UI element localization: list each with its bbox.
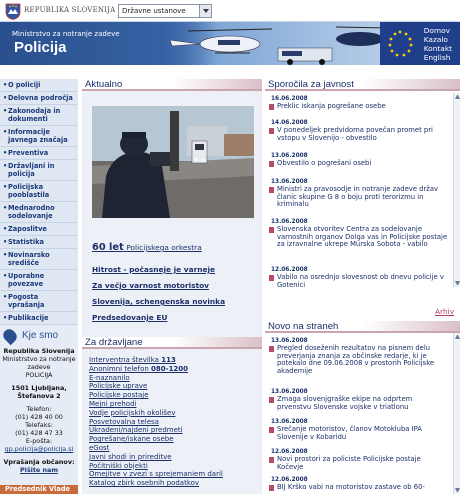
document-icon — [269, 104, 274, 110]
new-page-date: 13.06.2008 — [271, 389, 308, 395]
index-link[interactable]: Kazalo — [423, 35, 448, 44]
feature-link-motorcyclists[interactable]: Za večjo varnost motoristov — [92, 281, 210, 290]
phone-label: Telefon: — [26, 405, 52, 413]
news-column — [265, 79, 460, 494]
new-page-text: Pregled doseženih rezultatov na pisnem delu preverjanja znanja za občinske redarje, ki je potekalo dne 09.06.2008 v prostorih Policijske akademije — [277, 344, 435, 375]
contact-link[interactable]: Kontakt — [423, 44, 452, 53]
press-date: 13.06.2008 — [271, 179, 308, 185]
sidebar-item-zakonodaja[interactable]: • Zakonodaja in dokumenti — [0, 105, 78, 126]
feature-link-orchestra[interactable] — [92, 242, 202, 253]
sidebar-item-preventiva[interactable]: • Preventiva — [0, 147, 78, 160]
press-link[interactable] — [268, 186, 448, 209]
document-icon — [269, 457, 274, 463]
za-drzavljane-list — [89, 356, 261, 488]
citizen-link[interactable]: Pogrešane/iskane osebe — [89, 435, 174, 444]
new-page-item[interactable] — [268, 477, 448, 492]
press-item[interactable] — [268, 153, 448, 168]
sidebar-item-novinarsko[interactable]: • Novinarsko središče — [0, 249, 78, 270]
fax-label: Telefaks: — [25, 421, 53, 429]
press-date: 12.06.2008 — [271, 267, 308, 273]
document-icon — [269, 161, 274, 167]
address-block — [0, 347, 78, 474]
new-page-link[interactable] — [268, 426, 448, 441]
institution-select[interactable] — [118, 4, 212, 18]
feature-link-orchestra-prefix: 60 let — [92, 242, 124, 253]
new-page-text: Srečanje motoristov, članov Motokluba IPA Slovenije v Kobaridu — [277, 425, 422, 441]
document-icon — [269, 275, 274, 281]
scroll-down-icon[interactable] — [455, 281, 460, 285]
archive-link[interactable]: Arhiv — [435, 307, 455, 316]
sidebar-item-pogosta[interactable]: • Pogosta vprašanja — [0, 291, 78, 312]
sidebar-item-mednarodno[interactable]: • Mednarodno sodelovanje — [0, 202, 78, 223]
citizen-link[interactable]: Ukradeni/najdeni predmeti — [89, 426, 183, 435]
citizen-link-anonymous[interactable] — [89, 365, 261, 374]
email-link[interactable]: gp.policija@policija.si — [4, 445, 74, 453]
new-page-date: 12.06.2008 — [271, 449, 308, 455]
document-icon — [269, 397, 274, 403]
citizen-link-emergency-number: 113 — [161, 356, 176, 364]
citizen-link-emergency[interactable] — [89, 356, 261, 365]
sidebar-item-pooblastila[interactable]: • Policijska pooblastila — [0, 181, 78, 202]
fax-value: (01) 428 47 33 — [15, 429, 63, 437]
document-icon — [269, 427, 274, 433]
sidebar-footer-item[interactable]: Predsednik Vlade — [0, 485, 78, 494]
site-title: Policija — [14, 39, 67, 56]
citizen-link[interactable]: eGost — [89, 443, 110, 452]
write-us-link[interactable]: Pišite nam — [19, 466, 58, 474]
press-date: 13.06.2008 — [271, 219, 308, 225]
feature-link-speed[interactable]: Hitrost - počasneje je varneje — [92, 265, 216, 274]
header-banner — [0, 22, 460, 65]
document-icon — [269, 187, 274, 193]
new-page-text: BIJ Krško vabi na motoristov zastave ob 60- — [277, 483, 425, 491]
email-label: E-pošta: — [25, 437, 53, 445]
citizen-link[interactable]: Počitniški objekti — [89, 461, 148, 470]
sidebar-item-o-policiji[interactable]: • O policiji — [0, 79, 78, 92]
new-pages-scrollbar[interactable] — [453, 333, 460, 494]
new-page-text: Novi prostori za policiste Policijske postaje Kočevje — [277, 455, 421, 471]
sidebar-item-publikacije[interactable]: • Publikacije — [0, 312, 78, 325]
kje-smo-heading — [0, 328, 78, 345]
scroll-down-icon[interactable] — [455, 488, 460, 492]
address-line-3: POLICIJA — [25, 371, 53, 379]
header-links — [424, 26, 452, 62]
new-page-date: 13.06.2008 — [271, 419, 308, 425]
feature-link-orchestra-text: Policijskega orkestra — [126, 243, 202, 252]
aktualno-title: Aktualno — [82, 79, 262, 91]
press-scrollbar[interactable] — [453, 93, 460, 287]
citizen-link-anonymous-number: 080-1200 — [151, 364, 189, 373]
za-drzavljane-title: Za državljane — [82, 337, 262, 349]
sidebar-item-zaposlitve[interactable]: • Zaposlitve — [0, 223, 78, 236]
citizen-link-anonymous-text: Anonimni telefon — [89, 364, 149, 373]
citizen-link[interactable]: Omejitve v zvezi s sprejemaniem daril — [89, 470, 223, 479]
citizen-link[interactable]: Policijske uprave — [89, 382, 148, 391]
sidebar-item-informacije[interactable]: • Informacije javnega značaja — [0, 126, 78, 147]
document-icon — [269, 128, 274, 134]
sidebar-item-delovna-podrocja[interactable]: • Delovna področja — [0, 92, 78, 105]
new-page-text: Zmaga slovenjgraške ekipe na odprtem prvenstvu Slovenske vojske v triatlonu — [277, 395, 413, 411]
press-text: V ponedeljek predvidoma povečan promet pri vstopu v Slovenijo - obvestilo — [277, 126, 433, 142]
scroll-up-icon[interactable] — [455, 95, 460, 99]
sidebar — [0, 79, 78, 494]
press-item[interactable] — [268, 96, 448, 111]
citizen-link[interactable]: Policijske postaje — [89, 391, 149, 400]
new-page-item[interactable] — [268, 449, 448, 471]
helicopter-photo — [160, 22, 390, 65]
press-item[interactable] — [268, 120, 448, 142]
new-page-item[interactable] — [268, 338, 448, 375]
new-page-item[interactable] — [268, 419, 448, 441]
press-text: Vabilo na osrednjo slovesnost ob dnevu policije v Gotenici — [277, 273, 444, 289]
press-item[interactable] — [268, 219, 448, 249]
new-page-link[interactable] — [268, 456, 448, 471]
press-date: 16.06.2008 — [271, 96, 308, 102]
press-link[interactable] — [268, 127, 448, 142]
new-page-link[interactable] — [268, 345, 448, 375]
address-line-4: 1501 Ljubljana, Štefanova 2 — [11, 384, 67, 400]
question-label: Vprašanja občanov: — [3, 458, 75, 466]
citizen-link-emergency-text: Interventna številka — [89, 356, 159, 364]
citizen-link[interactable]: Vodje policijskih okolišev — [89, 408, 176, 417]
citizen-link[interactable]: Posvetovalna telesa — [89, 417, 159, 426]
citizen-link[interactable]: Katalog zbirk osebnih podatkov — [89, 479, 200, 488]
press-text: Obvestilo o pogrešani osebi — [277, 159, 372, 167]
slovenia-crest-icon — [5, 3, 21, 20]
new-page-link[interactable] — [268, 484, 448, 492]
press-text: Slovenska otvoritev Centra za sodelovanje varnostnih organov Dolga vas in Policijske postaje za izravnalne ukrepe Murska Sobota - vabilo — [277, 225, 448, 249]
sporocila-title: Sporočila za javnost — [265, 79, 460, 91]
kje-smo-label: Kje smo — [22, 330, 59, 341]
press-link[interactable] — [268, 103, 448, 111]
institution-select-value: Državne ustanove — [122, 7, 186, 15]
sidebar-item-statistika[interactable]: • Statistika — [0, 236, 78, 249]
press-date: 14.06.2008 — [271, 120, 308, 126]
address-line-2: Ministrstvo za notranje zadeve — [2, 355, 76, 371]
press-item[interactable] — [268, 267, 448, 289]
document-icon — [269, 346, 274, 352]
sidebar-item-drzavljani[interactable]: • Državljani in policija — [0, 160, 78, 181]
za-drzavljane-section — [82, 337, 262, 349]
republic-label: REPUBLIKA SLOVENIJA — [24, 6, 116, 14]
citizen-link[interactable]: Javni shodi in prireditve — [89, 452, 172, 461]
sidebar-item-uporabne[interactable]: • Uporabne povezave — [0, 270, 78, 291]
press-text: Ministri za pravosodje in notranje zadeve držav članic skupine G 8 o boju proti terorizmu in kriminalu — [277, 185, 439, 209]
scroll-up-icon[interactable] — [455, 335, 460, 339]
location-pin-icon — [1, 327, 19, 345]
new-page-link[interactable] — [268, 396, 448, 411]
document-icon — [269, 227, 274, 233]
citizen-link[interactable]: E-naznanilo — [89, 373, 130, 382]
press-item[interactable] — [268, 179, 448, 209]
phone-value: (01) 428 40 00 — [15, 413, 63, 421]
press-text: Preklic iskanja pogrešane osebe — [277, 102, 386, 110]
novo-title: Novo na straneh — [265, 321, 460, 333]
citizen-link[interactable]: Mejni prehodi — [89, 399, 137, 408]
address-line-1: Republika Slovenija — [3, 347, 75, 355]
home-link[interactable]: Domov — [423, 26, 451, 35]
new-page-date: 13.06.2008 — [271, 338, 308, 344]
new-page-item[interactable] — [268, 389, 448, 411]
top-strip — [0, 0, 460, 22]
ministry-label: Ministrstvo za notranje zadeve — [12, 30, 120, 38]
novo-section — [265, 321, 460, 333]
feature-link-schengen[interactable]: Slovenija, schengenska novinka — [92, 297, 226, 306]
new-page-date: 12.06.2008 — [271, 477, 308, 483]
press-link[interactable] — [268, 160, 448, 168]
chevron-down-icon[interactable] — [199, 5, 211, 17]
news-photo[interactable] — [92, 106, 254, 218]
feature-link-eu-presidency[interactable]: Predsedovanje EU — [92, 313, 168, 322]
press-link[interactable] — [268, 274, 448, 289]
main-column — [82, 79, 262, 494]
document-icon — [269, 485, 274, 491]
press-link[interactable] — [268, 226, 448, 249]
english-link[interactable]: English — [423, 53, 451, 62]
press-date: 13.06.2008 — [271, 153, 308, 159]
